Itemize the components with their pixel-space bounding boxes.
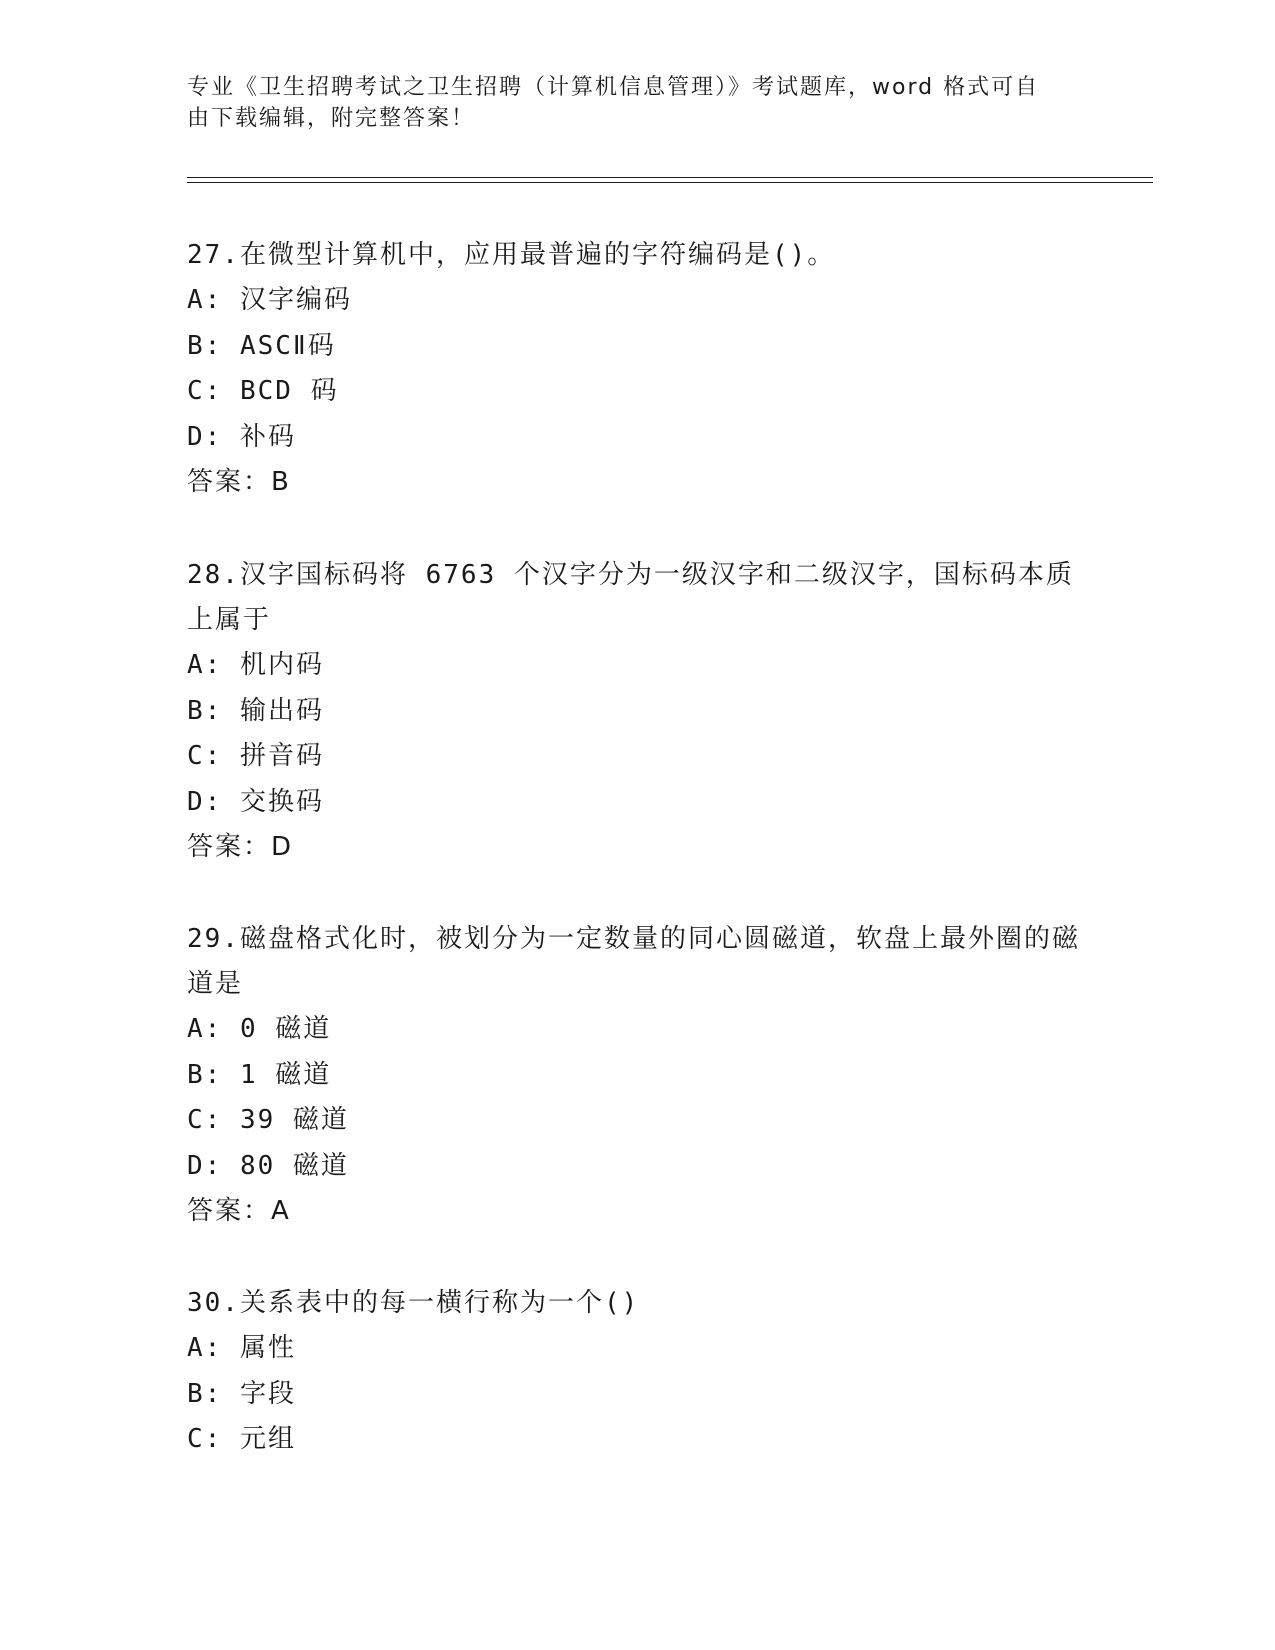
option-b (187, 324, 1087, 370)
option-letter: C: (187, 376, 223, 406)
option-text: 80 磁道 (239, 1150, 349, 1181)
option-text: BCD 码 (239, 376, 339, 406)
option-text: 交换码 (239, 786, 324, 817)
header-divider-top (187, 177, 1153, 178)
option-text: 字段 (239, 1378, 296, 1409)
option-c (187, 1417, 1087, 1463)
option-text: 补码 (239, 421, 296, 452)
option-text: 元组 (239, 1424, 296, 1454)
option-letter: D: (187, 421, 223, 452)
option-letter: A: (187, 285, 223, 315)
answer-line: 答案：A (187, 1196, 291, 1226)
option-text: 属性 (239, 1333, 296, 1363)
option-a (187, 1326, 1087, 1372)
question-29 (187, 917, 1087, 1234)
option-d (187, 415, 1087, 461)
option-letter: B: (187, 695, 223, 726)
option-letter: A: (187, 650, 223, 680)
option-letter: A: (187, 1014, 223, 1044)
option-c (187, 734, 1087, 780)
option-a (187, 643, 1087, 689)
option-letter: A: (187, 1333, 223, 1363)
option-letter: B: (187, 1059, 223, 1090)
option-c (187, 1098, 1087, 1144)
question-28 (187, 553, 1087, 870)
option-b (187, 689, 1087, 735)
option-letter: C: (187, 1424, 223, 1454)
option-letter: B: (187, 1378, 223, 1409)
document-header (187, 72, 1067, 134)
question-text: 28.汉字国标码将 6763 个汉字分为一级汉字和二级汉字，国标码本质上属于 (187, 560, 1074, 635)
option-letter: D: (187, 786, 223, 817)
option-c (187, 369, 1087, 415)
question-text: 30.关系表中的每一横行称为一个() (187, 1288, 640, 1318)
option-letter: B: (187, 330, 223, 361)
option-d (187, 1144, 1087, 1190)
question-text: 29.磁盘格式化时，被划分为一定数量的同心圆磁道，软盘上最外圈的磁道是 (187, 924, 1080, 999)
option-text: ASCⅡ码 (239, 330, 336, 361)
option-a (187, 278, 1087, 324)
option-letter: C: (187, 1105, 223, 1135)
option-text: 输出码 (239, 695, 324, 726)
option-b (187, 1053, 1087, 1099)
header-line-1: 专业《卫生招聘考试之卫生招聘（计算机信息管理）》考试题库，word 格式可自 (187, 75, 1040, 100)
option-text: 拼音码 (239, 741, 324, 771)
option-text: 1 磁道 (239, 1059, 332, 1090)
header-line-2: 由下载编辑，附完整答案！ (187, 106, 476, 131)
answer-line: 答案：D (187, 832, 294, 862)
option-d (187, 780, 1087, 826)
question-text: 27.在微型计算机中，应用最普遍的字符编码是()。 (187, 240, 836, 270)
option-text: 0 磁道 (239, 1014, 332, 1044)
option-letter: D: (187, 1150, 223, 1181)
option-text: 机内码 (239, 650, 324, 680)
option-letter: C: (187, 741, 223, 771)
question-30 (187, 1281, 1087, 1463)
header-divider-bottom (187, 182, 1153, 183)
option-text: 39 磁道 (239, 1105, 349, 1135)
option-b (187, 1372, 1087, 1418)
question-27 (187, 233, 1087, 505)
option-text: 汉字编码 (239, 285, 352, 315)
option-a (187, 1007, 1087, 1053)
answer-line: 答案：B (187, 467, 291, 497)
